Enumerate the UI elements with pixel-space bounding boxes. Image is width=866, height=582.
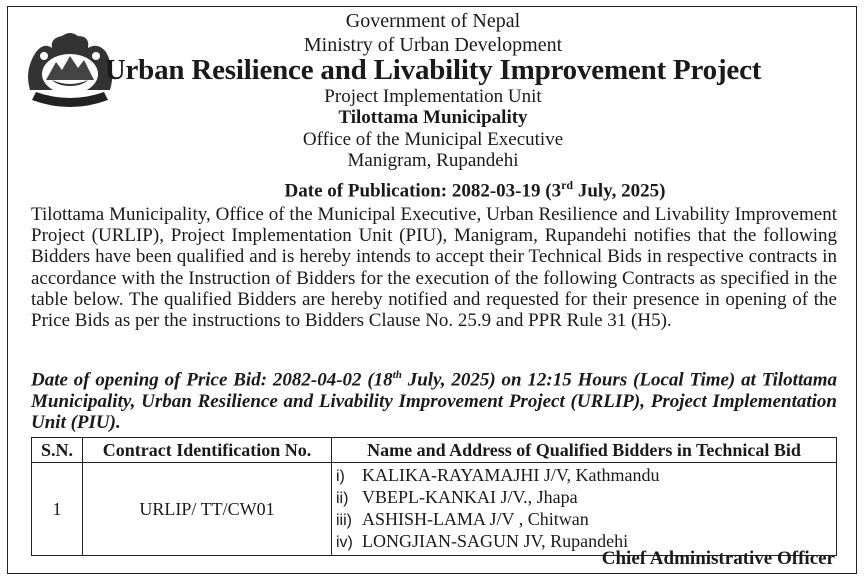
price-bid-opening: Date of opening of Price Bid: 2082-04-02 (18th July, 2025) on 12:15 Hours (Local Time) at Tilottama Municipality, Urban Resilience and Livability Improvement Project (URLIP), Project Implementation Unit (PIU). bbox=[31, 369, 837, 434]
cell-sn: 1 bbox=[32, 463, 83, 556]
header-bidders: Name and Address of Qualified Bidders in Technical Bid bbox=[332, 438, 837, 463]
bidder-item: iii) ASHISH-LAMA J/V , Chitwan bbox=[336, 509, 589, 529]
qualified-bidders-table bbox=[31, 437, 837, 556]
signature-title: Chief Administrative Officer bbox=[601, 548, 835, 569]
header-contract-id: Contract Identification No. bbox=[83, 438, 332, 463]
publication-date: Date of Publication: 2082-03-19 (3rd July, 2025) bbox=[284, 178, 666, 202]
bidder-item: i) KALIKA-RAYAMAJHI J/V, Kathmandu bbox=[336, 465, 660, 485]
table-row bbox=[32, 463, 837, 556]
cell-bidders bbox=[332, 463, 837, 556]
municipality-heading: Tilottama Municipality bbox=[338, 107, 528, 128]
project-title: Urban Resilience and Livability Improvement Project bbox=[104, 54, 762, 86]
location-heading: Manigram, Rupandehi bbox=[347, 150, 519, 171]
header-sn: S.N. bbox=[32, 438, 83, 463]
cell-contract-id: URLIP/ TT/CW01 bbox=[83, 463, 332, 556]
government-heading: Government of Nepal bbox=[345, 10, 521, 32]
table-header-row bbox=[32, 438, 837, 463]
bidder-item: ii) VBEPL-KANKAI J/V., Jhapa bbox=[336, 487, 578, 507]
office-heading: Office of the Municipal Executive bbox=[302, 129, 564, 150]
unit-heading: Project Implementation Unit bbox=[324, 86, 542, 107]
notice-body: Tilottama Municipality, Office of the Municipal Executive, Urban Resilience and Livability Improvement Project (URLIP), Project Implementation Unit (PIU), Manigram, Rupandehi notifies that the following Bidders have been qualified and is hereby intends to accept their Technical Bids in respective contracts in accordance with the Instruction of Bidders for the execution of the following Contracts as specified in the table below. The qualified Bidders are hereby notified and requested for their presence in opening of the Price Bids as per the instructions to Bidders Clause No. 25.9 and PPR Rule 31 (H5). bbox=[31, 204, 837, 332]
ministry-heading: Ministry of Urban Development bbox=[303, 34, 563, 56]
bidder-item: iv) LONGJIAN-SAGUN JV, Rupandehi bbox=[336, 531, 629, 551]
